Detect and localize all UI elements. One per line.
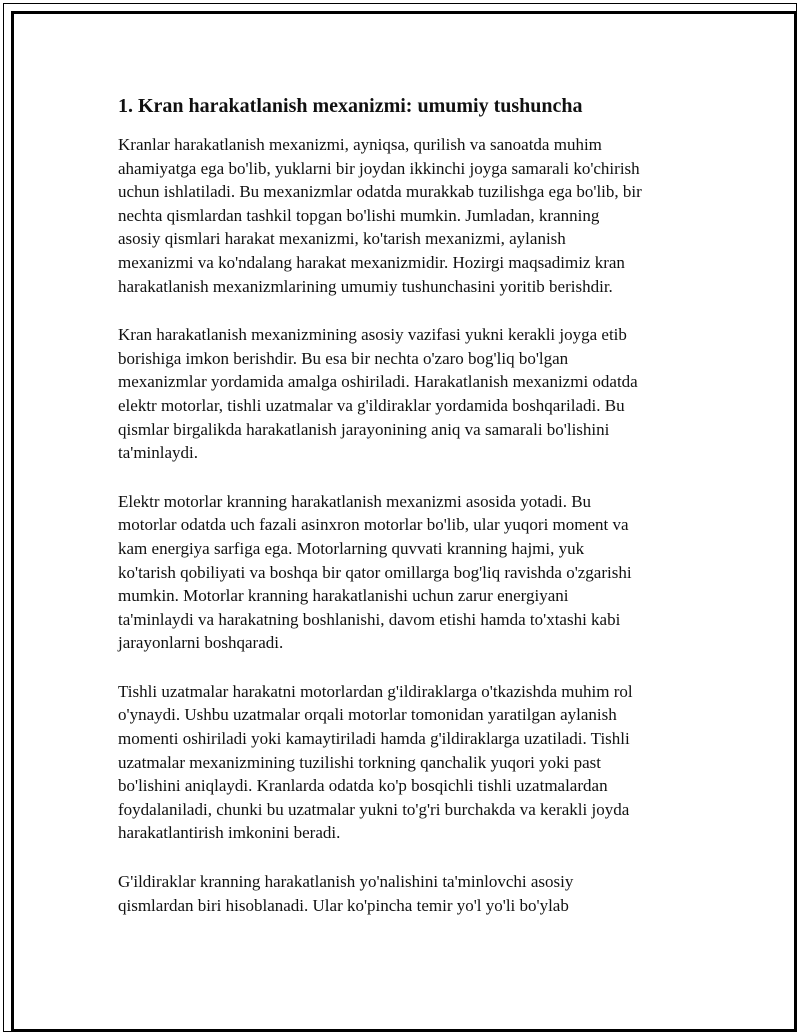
paragraph-2: Kran harakatlanish mexanizmining asosiy vazifasi yukni kerakli joyga etib borishiga imkon berishdir. Bu esa bir nechta o'zaro bog'liq bo'lgan mexanizmlar yordamida amalga oshiriladi. Harakatlanish mexanizmi odatda elektr motorlar, tishli uzatmalar va g'ildiraklar yordamida boshqariladi. Bu qismlar birgalikda harakatlanish jarayonining aniq va samarali bo'lishini ta'minlaydi. [118,325,638,463]
paragraph-1: Kranlar harakatlanish mexanizmi, ayniqsa, qurilish va sanoatda muhim ahamiyatga ega bo'lib, yuklarni bir joydan ikkinchi joyga samarali ko'chirish uchun ishlatiladi. Bu mexanizmlar odatda murakkab tuzilishga ega bo'lib, bir nechta qismlardan tashkil topgan bo'lishi mumkin. Jumladan, kranning asosiy qismlari harakat mexanizmi, ko'tarish mexanizmi, aylanish mexanizmi va ko'ndalang harakat mexanizmidir. Hozirgi maqsadimiz kran harakatlanish mexanizmlarining umumiy tushunchasini yoritib berishdir. [118,135,642,296]
paragraph-4: Tishli uzatmalar harakatni motorlardan g'ildiraklarga o'tkazishda muhim rol o'ynaydi. Ushbu uzatmalar orqali motorlar tomonidan yaratilgan aylanish momenti oshiriladi yoki kamaytiriladi hamda g'ildiraklarga uzatiladi. Tishli uzatmalar mexanizmining tuzilishi torkning qanchalik yuqori yoki past bo'lishini aniqlaydi. Kranlarda odatda ko'p bosqichli tishli uzatmalardan foydalaniladi, chunki bu uzatmalar yukni to'g'ri burchakda va kerakli joyda harakatlantirish imkonini beradi. [118,681,633,843]
document-body [118,93,690,942]
paragraph-5: G'ildiraklar kranning harakatlanish yo'nalishini ta'minlovchi asosiy qismlardan biri hisoblanadi. Ular ko'pincha temir yo'l yo'li bo'ylab [118,872,574,915]
section-heading: 1. Kran harakatlanish mexanizmi: umumiy tushuncha [118,95,583,117]
paragraph-3: Elektr motorlar kranning harakatlanish mexanizmi asosida yotadi. Bu motorlar odatda uch fazali asinxron motorlar bo'lib, ular yuqori moment va kam energiya sarfiga ega. Motorlarning quvvati kranning hajmi, yuk ko'tarish qobiliyati va boshqa bir qator omillarga bog'liq ravishda o'zgarishi mumkin. Motorlar kranning harakatlanishi uchun zarur energiyani ta'minlaydi va harakatning boshlanishi, davom etishi hamda to'xtashi kabi jarayonlarni boshqaradi. [118,491,632,653]
